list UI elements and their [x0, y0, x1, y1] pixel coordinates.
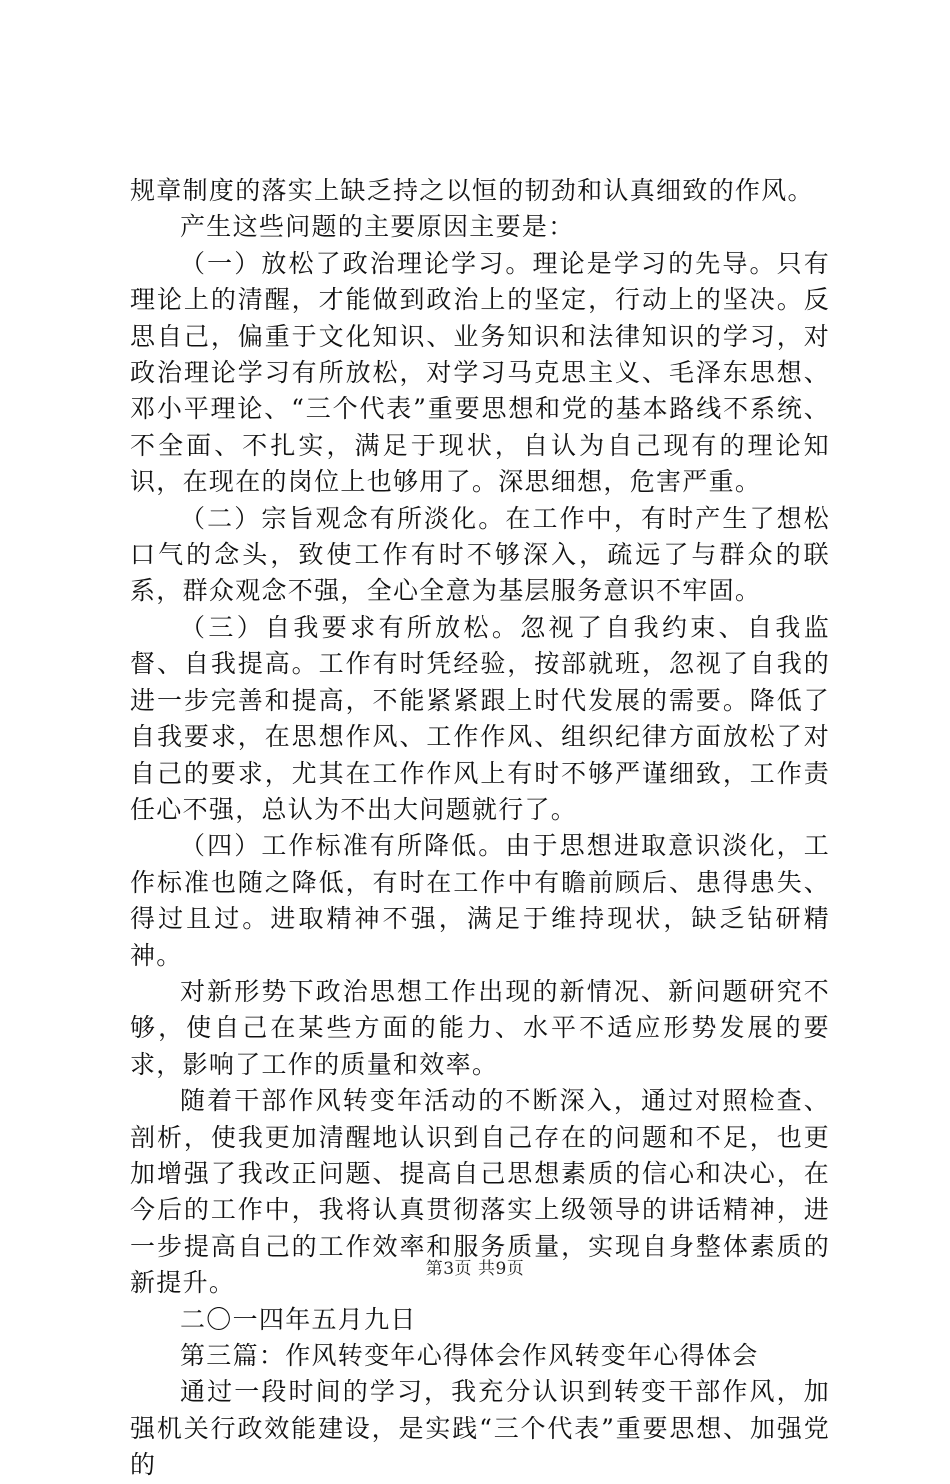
document-date: 二〇一四年五月九日 [180, 1304, 417, 1334]
paragraph-new-situation: 对新形势下政治思想工作出现的新情况、新问题研究不够，使自己在某些方面的能力、水平不适应形势发展的要求，影响了工作的质量和效率。 [130, 976, 830, 1079]
paragraph-cause-4: （四）工作标准有所降低。由于思想进取意识淡化，工作标准也随之降低，有时在工作中有瞻前顾后、患得患失、得过且过。进取精神不强，满足于维持现状，缺乏钻研精神。 [130, 831, 830, 970]
paragraph-cause-3: （三）自我要求有所放松。忽视了自我约束、自我监督、自我提高。工作有时凭经验，按部就班，忽视了自我的进一步完善和提高，不能紧紧跟上时代发展的需要。降低了自我要求，在思想作风、工作作风、组织纪律方面放松了对自己的要求，尤其在工作作风上有时不够严谨细致，工作责任心不强，总认为不出大问题就行了。 [130, 612, 830, 824]
paragraph-causes-intro: 产生这些问题的主要原因主要是： [180, 212, 575, 242]
document-body [130, 173, 830, 1484]
paragraph-continuation: 规章制度的落实上缺乏持之以恒的韧劲和认真细致的作风。 [130, 176, 814, 205]
paragraph-cause-1: （一）放松了政治理论学习。理论是学习的先导。只有理论上的清醒，才能做到政治上的坚定，行动上的坚决。反思自己，偏重于文化知识、业务知识和法律知识的学习，对政治理论学习有所放松，对学习马克思主义、毛泽东思想、邓小平理论、“三个代表”重要思想和党的基本路线不系统、不全面、不扎实，满足于现状，自认为自己现有的理论知识，在现在的岗位上也够用了。深思细想，危害严重。 [130, 248, 830, 497]
paragraph-cause-2: （二）宗旨观念有所淡化。在工作中，有时产生了想松口气的念头，致使工作有时不够深入，疏远了与群众的联系，群众观念不强，全心全意为基层服务意识不牢固。 [130, 503, 830, 606]
section-heading-part-three: 第三篇：作风转变年心得体会作风转变年心得体会 [180, 1341, 759, 1370]
page-footer: 第3页 共9页 [425, 1259, 525, 1279]
paragraph-part-three-start: 通过一段时间的学习，我充分认识到转变干部作风，加强机关行政效能建设，是实践“三个代表”重要思想、加强党的 [130, 1377, 830, 1480]
paragraph-conclusion: 随着干部作风转变年活动的不断深入，通过对照检查、剖析，使我更加清醒地认识到自己存在的问题和不足，也更加增强了我改正问题、提高自己思想素质的信心和决心，在今后的工作中，我将认真贯彻落实上级领导的讲话精神，进一步提高自己的工作效率和服务质量，实现自身整体素质的新提升。 [130, 1086, 830, 1298]
